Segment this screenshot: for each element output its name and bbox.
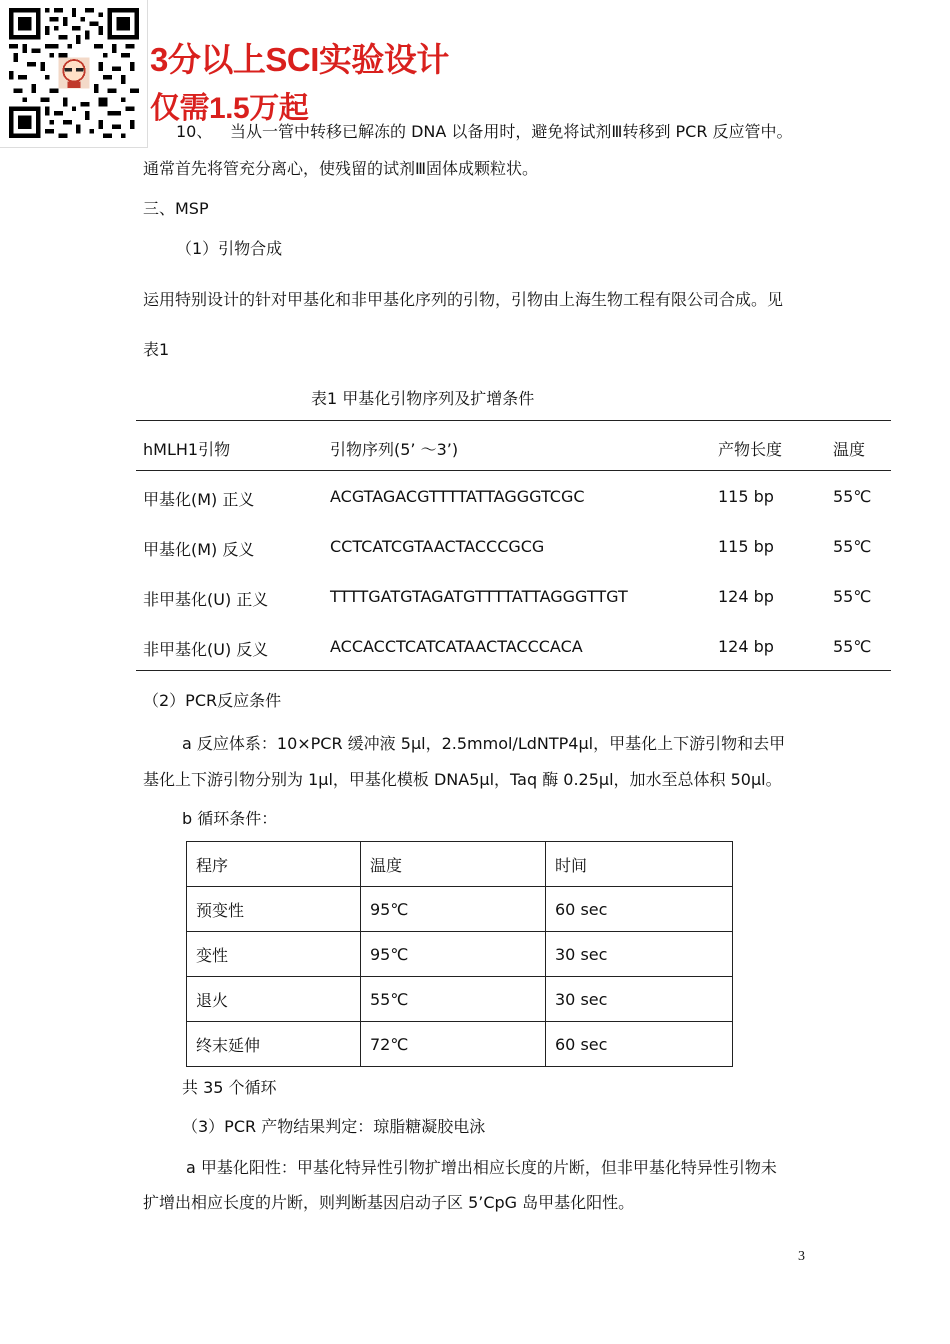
table1-header-temp: 温度 xyxy=(833,440,866,459)
table1-cell-primer: 非甲基化(U) 正义 xyxy=(143,590,269,609)
subheading-pcr-conditions: （2）PCR反应条件 xyxy=(143,691,282,710)
table1-cell-length: 115 bp xyxy=(718,487,774,506)
qr-code-icon[interactable] xyxy=(9,8,139,138)
table1-cell-length: 124 bp xyxy=(718,637,774,656)
table2-cell-program: 变性 xyxy=(187,932,361,977)
ad-headline: 3分以上SCI实验设计 xyxy=(150,41,449,78)
table1-cell-sequence: ACCACCTCATCATAACTACCCACA xyxy=(330,637,583,656)
table1-header-length: 产物长度 xyxy=(718,440,783,459)
table1-cell-sequence: ACGTAGACGTTTTATTAGGGTCGC xyxy=(330,487,585,506)
item-10-continuation: 通常首先将管充分离心，使残留的试剂Ⅲ固体成颗粒状。 xyxy=(143,159,539,178)
table1-cell-sequence: CCTCATCGTAACTACCCGCG xyxy=(330,537,545,556)
methylation-positive-text: a 甲基化阳性：甲基化特异性引物扩增出相应长度的片断，但非甲基化特异性引物未 xyxy=(186,1158,777,1177)
table2-cell-time: 30 sec xyxy=(546,932,733,977)
table1-bottom-rule xyxy=(136,670,891,671)
page-number: 3 xyxy=(798,1249,805,1264)
table1-cell-primer: 非甲基化(U) 反义 xyxy=(143,640,269,659)
table2-cell-temp: 72℃ xyxy=(361,1022,546,1067)
cycle-conditions-table xyxy=(186,841,733,1067)
table2-header-time: 时间 xyxy=(546,842,733,887)
table1-cell-primer: 甲基化(M) 正义 xyxy=(143,490,255,509)
ad-qr-box xyxy=(0,0,148,148)
reaction-system-text: a 反应体系：10×PCR 缓冲液 5μl，2.5mmol/LdNTP4μl，甲基化上下游引物和去甲 xyxy=(182,734,786,753)
table1-header-rule xyxy=(136,470,891,471)
cycle-conditions-label: b 循环条件： xyxy=(182,809,278,828)
item-10-text: 当从一管中转移已解冻的 DNA 以备用时，避免将试剂Ⅲ转移到 PCR 反应管中。 xyxy=(230,122,793,141)
table1-caption: 表1 甲基化引物序列及扩增条件 xyxy=(311,389,535,408)
subheading-result-judgement: （3）PCR 产物结果判定：琼脂糖凝胶电泳 xyxy=(182,1117,486,1136)
table1-cell-sequence: TTTTGATGTAGATGTTTTATTAGGGTTGT xyxy=(330,587,628,606)
table2-cell-time: 30 sec xyxy=(546,977,733,1022)
table-row xyxy=(187,1022,733,1067)
subheading-primer-synthesis: （1）引物合成 xyxy=(176,239,283,258)
reaction-system-text-cont: 基化上下游引物分别为 1μl，甲基化模板 DNA5μl，Taq 酶 0.25μl，加水至总体积 50μl。 xyxy=(143,770,782,789)
table1-header-sequence: 引物序列(5’ ～3’) xyxy=(330,440,459,459)
table2-cell-temp: 95℃ xyxy=(361,932,546,977)
table1-cell-length: 124 bp xyxy=(718,587,774,606)
table2-header-row xyxy=(187,842,733,887)
table1-top-rule xyxy=(136,420,891,421)
table2-cell-time: 60 sec xyxy=(546,887,733,932)
primer-synthesis-text: 运用特别设计的针对甲基化和非甲基化序列的引物，引物由上海生物工程有限公司合成。见 xyxy=(143,290,784,309)
table2-header-program: 程序 xyxy=(187,842,361,887)
table-row xyxy=(187,932,733,977)
primer-synthesis-text-cont: 表1 xyxy=(143,340,170,359)
table2-header-temp: 温度 xyxy=(361,842,546,887)
table2-cell-program: 预变性 xyxy=(187,887,361,932)
table1-header-primer: hMLH1引物 xyxy=(143,440,231,459)
table2-cell-program: 终末延伸 xyxy=(187,1022,361,1067)
methylation-positive-text-cont: 扩增出相应长度的片断，则判断基因启动子区 5’CpG 岛甲基化阳性。 xyxy=(143,1193,635,1212)
table1-cell-temp: 55℃ xyxy=(833,637,872,656)
table2-cell-temp: 55℃ xyxy=(361,977,546,1022)
table1-cell-temp: 55℃ xyxy=(833,487,872,506)
table1-cell-primer: 甲基化(M) 反义 xyxy=(143,540,255,559)
table1-cell-length: 115 bp xyxy=(718,537,774,556)
table-row xyxy=(187,977,733,1022)
item-10-number: 10、 xyxy=(176,122,213,141)
table2-cell-time: 60 sec xyxy=(546,1022,733,1067)
table1-cell-temp: 55℃ xyxy=(833,587,872,606)
table2-cell-program: 退火 xyxy=(187,977,361,1022)
section-heading-msp: 三、MSP xyxy=(143,199,209,218)
ad-price-line: 仅需1.5万起 xyxy=(150,92,309,125)
cycles-note: 共 35 个循环 xyxy=(182,1078,277,1097)
table2-cell-temp: 95℃ xyxy=(361,887,546,932)
table1-cell-temp: 55℃ xyxy=(833,537,872,556)
table-row xyxy=(187,887,733,932)
